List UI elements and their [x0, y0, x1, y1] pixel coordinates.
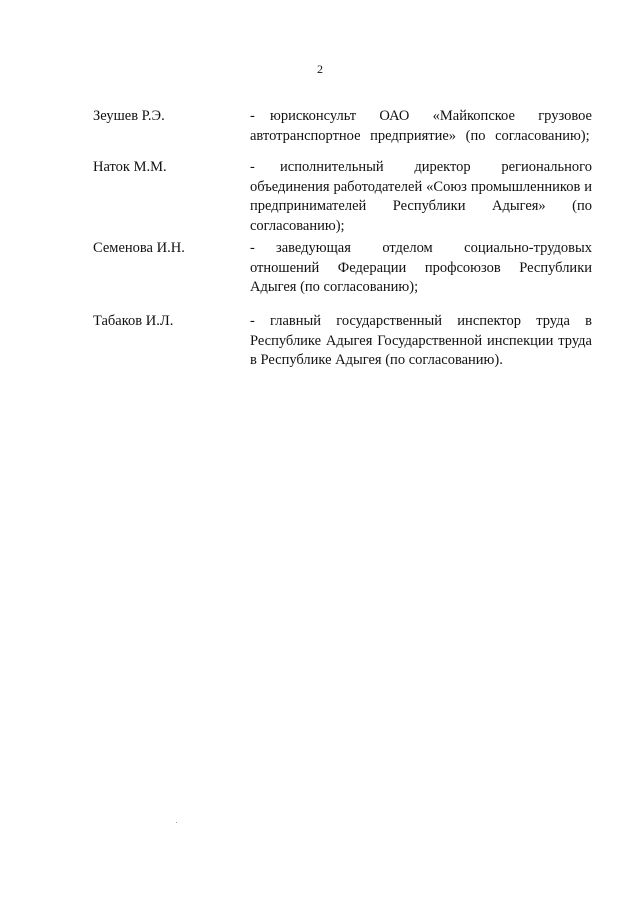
list-dash: -	[250, 240, 255, 256]
list-dash: -	[250, 108, 255, 124]
list-dash: -	[250, 159, 255, 175]
member-description: юрисконсульт ОАО «Майкопское грузовое автотранспортное предприятие» (по согласованию);	[250, 108, 592, 144]
member-description: главный государственный инспектор труда в Республике Адыгея Государственной инспекции труда в Республике Адыгея (по согласованию).	[250, 313, 592, 368]
member-name: Семенова И.Н.	[93, 240, 185, 256]
member-name: Наток М.М.	[93, 159, 167, 175]
member-description: исполнительный директор регионального объединения работодателей «Союз промышленников и предпринимателей Республики Адыгея» (по согласованию);	[250, 159, 592, 234]
member-name: Табаков И.Л.	[93, 313, 174, 329]
member-description-block	[250, 312, 592, 371]
member-description: заведующая отделом социально-трудовых отношений Федерации профсоюзов Республики Адыгея (по согласованию);	[250, 240, 592, 295]
member-description-block	[250, 158, 592, 236]
scan-speck	[176, 822, 177, 823]
list-dash: -	[250, 313, 255, 329]
page-number: 2	[317, 62, 323, 76]
member-name: Зеушев Р.Э.	[93, 108, 165, 124]
member-description-block	[250, 239, 592, 298]
member-description-block	[250, 107, 592, 146]
